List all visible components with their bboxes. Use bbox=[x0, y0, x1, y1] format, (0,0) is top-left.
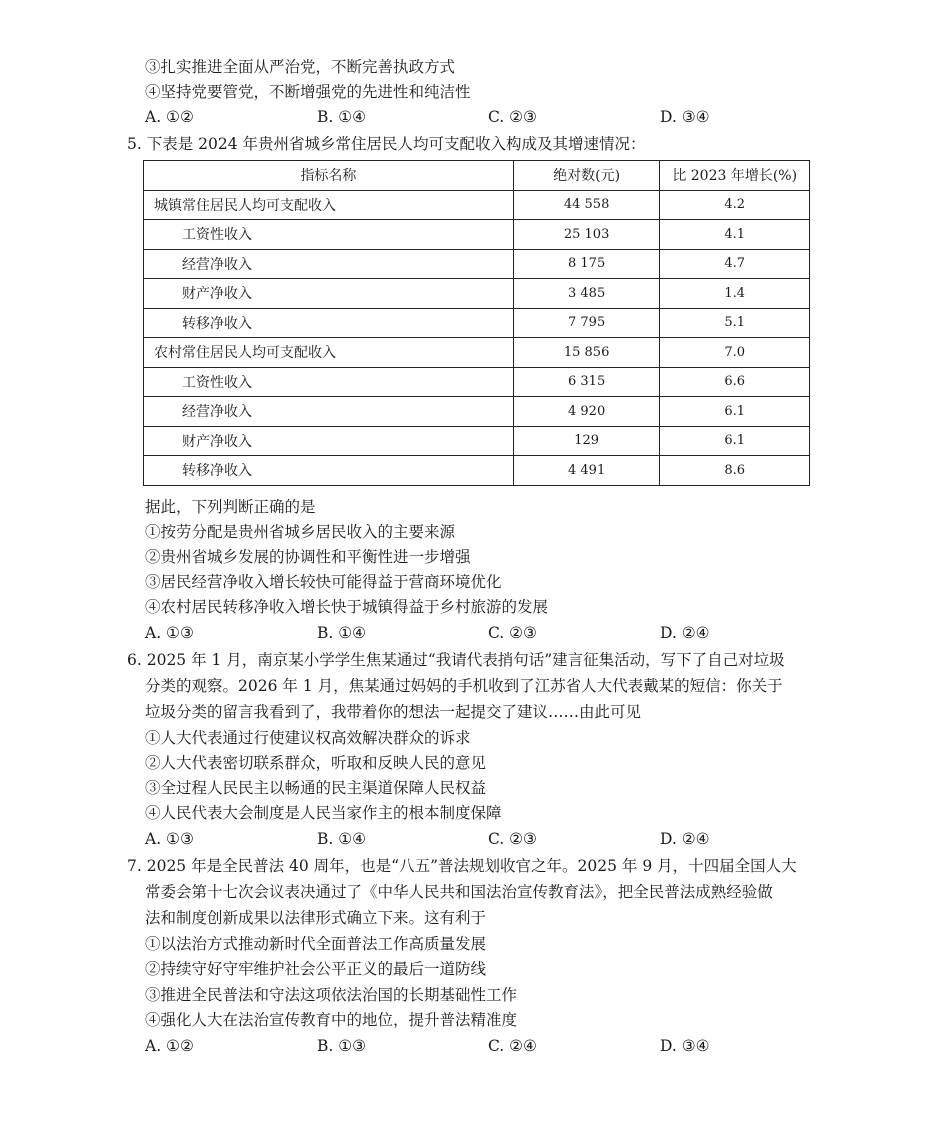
q6-stem-line-2: 分类的观察。2026 年 1 月，焦某通过妈妈的手机收到了江苏省人大代表戴某的短信：你关于 bbox=[145, 677, 783, 695]
q7-option-d[interactable]: D. ③④ bbox=[660, 1037, 710, 1055]
row-name: 财产净收入 bbox=[144, 426, 514, 456]
table-header-row bbox=[144, 161, 810, 191]
q6-item-1: ①人大代表通过行使建议权高效解决群众的诉求 bbox=[145, 729, 471, 747]
q5-item-1: ①按劳分配是贵州省城乡居民收入的主要来源 bbox=[145, 523, 456, 541]
row-growth: 6.1 bbox=[660, 426, 810, 456]
q4-option-a[interactable]: A. ①② bbox=[145, 108, 194, 126]
row-name: 财产净收入 bbox=[144, 279, 514, 309]
row-growth: 6.6 bbox=[660, 367, 810, 397]
q4-option-d[interactable]: D. ③④ bbox=[660, 108, 710, 126]
q5-option-d[interactable]: D. ②④ bbox=[660, 624, 710, 642]
q4-options bbox=[145, 106, 825, 128]
q7-stem-line-3: 法和制度创新成果以法律形式确立下来。这有利于 bbox=[145, 909, 487, 927]
row-value: 25 103 bbox=[513, 220, 660, 250]
row-name: 转移净收入 bbox=[144, 308, 514, 338]
row-growth: 4.1 bbox=[660, 220, 810, 250]
table-row bbox=[144, 220, 810, 250]
q6-options bbox=[145, 828, 825, 850]
q5-option-a[interactable]: A. ①③ bbox=[145, 624, 194, 642]
q6-stem-line-3: 垃圾分类的留言我看到了，我带着你的想法一起提交了建议……由此可见 bbox=[145, 703, 642, 721]
row-value: 4 491 bbox=[513, 456, 660, 486]
q5-prompt: 据此，下列判断正确的是 bbox=[145, 498, 316, 516]
row-value: 44 558 bbox=[513, 190, 660, 220]
q7-option-a[interactable]: A. ①② bbox=[145, 1037, 194, 1055]
q6-option-a[interactable]: A. ①③ bbox=[145, 830, 194, 848]
row-value: 3 485 bbox=[513, 279, 660, 309]
row-value: 129 bbox=[513, 426, 660, 456]
row-value: 6 315 bbox=[513, 367, 660, 397]
row-value: 15 856 bbox=[513, 338, 660, 368]
table-row bbox=[144, 456, 810, 486]
q7-item-2: ②持续守好守牢维护社会公平正义的最后一道防线 bbox=[145, 960, 487, 978]
q7-options bbox=[145, 1035, 825, 1057]
row-growth: 6.1 bbox=[660, 397, 810, 427]
q4-option-b[interactable]: B. ①④ bbox=[317, 108, 367, 126]
table-row bbox=[144, 279, 810, 309]
q4-item-3: ③扎实推进全面从严治党，不断完善执政方式 bbox=[145, 58, 456, 76]
q7-item-4: ④强化人大在法治宣传教育中的地位，提升普法精准度 bbox=[145, 1011, 518, 1029]
q5-item-4: ④农村居民转移净收入增长快于城镇得益于乡村旅游的发展 bbox=[145, 598, 549, 616]
table-row bbox=[144, 308, 810, 338]
row-name: 工资性收入 bbox=[144, 220, 514, 250]
row-value: 4 920 bbox=[513, 397, 660, 427]
q4-item-4: ④坚持党要管党，不断增强党的先进性和纯洁性 bbox=[145, 83, 471, 101]
q7-stem-line-2: 常委会第十七次会议表决通过了《中华人民共和国法治宣传教育法》，把全民普法成熟经验做 bbox=[145, 883, 773, 901]
q6-option-c[interactable]: C. ②③ bbox=[488, 830, 537, 848]
row-growth: 5.1 bbox=[660, 308, 810, 338]
row-name: 农村常住居民人均可支配收入 bbox=[144, 338, 514, 368]
table-header-growth: 比 2023 年增长(%) bbox=[660, 161, 810, 191]
row-growth: 4.7 bbox=[660, 249, 810, 279]
row-growth: 1.4 bbox=[660, 279, 810, 309]
row-value: 8 175 bbox=[513, 249, 660, 279]
table-row bbox=[144, 190, 810, 220]
q6-option-d[interactable]: D. ②④ bbox=[660, 830, 710, 848]
row-name: 经营净收入 bbox=[144, 397, 514, 427]
table-header-value: 绝对数(元) bbox=[513, 161, 660, 191]
row-growth: 4.2 bbox=[660, 190, 810, 220]
row-name: 经营净收入 bbox=[144, 249, 514, 279]
q7-stem-line-1: 7. 2025 年是全民普法 40 周年，也是“八五”普法规划收官之年。2025 年 9 月，十四届全国人大 bbox=[127, 857, 797, 875]
q6-option-b[interactable]: B. ①④ bbox=[317, 830, 367, 848]
row-name: 转移净收入 bbox=[144, 456, 514, 486]
row-value: 7 795 bbox=[513, 308, 660, 338]
q7-item-1: ①以法治方式推动新时代全面普法工作高质量发展 bbox=[145, 935, 487, 953]
q6-item-3: ③全过程人民民主以畅通的民主渠道保障人民权益 bbox=[145, 779, 487, 797]
q7-item-3: ③推进全民普法和守法这项依法治国的长期基础性工作 bbox=[145, 986, 518, 1004]
q5-stem: 5. 下表是 2024 年贵州省城乡常住居民人均可支配收入构成及其增速情况： bbox=[127, 135, 646, 153]
q6-stem-line-1: 6. 2025 年 1 月，南京某小学学生焦某通过“我请代表捎句话”建言征集活动，写下了自己对垃圾 bbox=[127, 651, 785, 669]
table-row bbox=[144, 367, 810, 397]
q6-item-4: ④人民代表大会制度是人民当家作主的根本制度保障 bbox=[145, 804, 502, 822]
table-row bbox=[144, 338, 810, 368]
q7-option-c[interactable]: C. ②④ bbox=[488, 1037, 537, 1055]
row-growth: 7.0 bbox=[660, 338, 810, 368]
q4-option-c[interactable]: C. ②③ bbox=[488, 108, 537, 126]
row-name: 城镇常住居民人均可支配收入 bbox=[144, 190, 514, 220]
table-row bbox=[144, 249, 810, 279]
q7-option-b[interactable]: B. ①③ bbox=[317, 1037, 367, 1055]
q6-item-2: ②人大代表密切联系群众，听取和反映人民的意见 bbox=[145, 754, 487, 772]
table-header-name: 指标名称 bbox=[144, 161, 514, 191]
table-row bbox=[144, 397, 810, 427]
income-table bbox=[143, 160, 810, 486]
q5-item-3: ③居民经营净收入增长较快可能得益于营商环境优化 bbox=[145, 573, 502, 591]
q5-options bbox=[145, 622, 825, 644]
table-row bbox=[144, 426, 810, 456]
q5-item-2: ②贵州省城乡发展的协调性和平衡性进一步增强 bbox=[145, 548, 471, 566]
q5-option-c[interactable]: C. ②③ bbox=[488, 624, 537, 642]
q5-option-b[interactable]: B. ①④ bbox=[317, 624, 367, 642]
row-name: 工资性收入 bbox=[144, 367, 514, 397]
row-growth: 8.6 bbox=[660, 456, 810, 486]
